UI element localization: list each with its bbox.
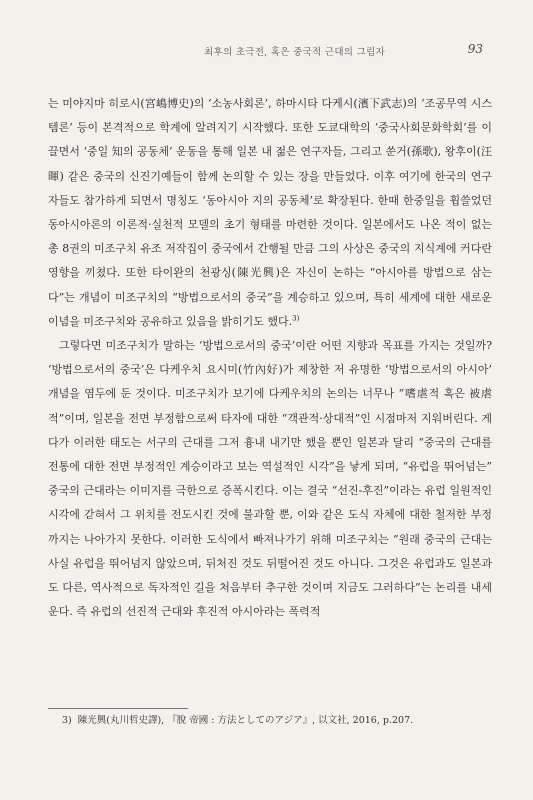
footnote-text: 陳光興(丸川哲史譯), 『脫 帝國 : 方法としてのアジア』, 以文社, 2016, p.207. [77, 715, 414, 726]
page-header [60, 44, 483, 64]
footnote-3 [62, 714, 492, 728]
paragraph-1-text: 는 미야지마 히로시(宮嶋博史)의 ‘소농사회론’, 하마시타 다케시(濱下武志)의 ‘조공무역 시스템론’ 등이 본격적으로 학계에 알려지기 시작했다. 또한 도쿄대학의 ‘중국사회문화학회’를 이끌면서 ‘중일 知의 공동체’ 운동을 통해 일본 내 젊은 연구자들, 그리고 쑨거(孫歌), 왕후이(汪暉) 같은 중국의 신진기예들이 함께 논의할 수 있는 장을 만들었다. 이후 여기에 한국의 연구자들도 참가하게 되면서 명칭도 ‘동아시아 지의 공동체’로 확장된다. 한때 한중일을 휩쓸었던 동아시아론의 이론적·실천적 모델의 초기 형태를 마련한 것이다. 일본에서도 나온 적이 없는 총 8권의 미조구치 유조 저작집이 중국에서 간행될 만큼 그의 사상은 중국의 지식계에 커다란 영향을 끼쳤다. 또한 타이완의 천광싱(陳光興)은 자신이 논하는 “아시아를 방법으로 삼는다”는 개념이 미조구치의 “방법으로서의 중국”을 계승하고 있으며, 특히 세계에 대한 새로운 이념을 미조구치와 공유하고 있음을 밝히기도 했다. [48, 97, 492, 328]
running-head: 최후의 초극전, 혹은 중국적 근대의 그림자 [204, 47, 386, 58]
page-number: 93 [467, 42, 483, 56]
paragraph-1 [48, 92, 492, 334]
paragraph-2 [48, 334, 492, 624]
paragraph-2-text: 그렇다면 미조구치가 말하는 ‘방법으로서의 중국’이란 어떤 지향과 목표를 가지는 것일까? ‘방법으로서의 중국’은 다케우치 요시미(竹內好)가 제창한 저 유명한 ‘방법으로서의 아시아’ 개념을 염두에 둔 것이다. 미조구치가 보기에 다케우치의 논의는 너무나 “嗜虐적 혹은 被虐적”이며, 일본을 전면 부정함으로써 타자에 대한 “객관적·상대적”인 시점마저 지워버린다. 게다가 이러한 태도는 서구의 근대를 그저 흉내 내기만 했을 뿐인 일본과 달리 “중국의 근대를 전통에 대한 전면 부정적인 계승이라고 보는 역설적인 시각”을 낳게 되며, “유럽을 뛰어넘는” 중국의 근대라는 이미지를 극한으로 증폭시킨다. 이는 결국 “선진-후진”이라는 유럽 일원적인 시각에 갇혀서 그 위치를 전도시킨 것에 불과할 뿐, 이와 같은 도식 자체에 대한 철저한 부정까지는 나아가지 못한다. 이러한 도식에서 빠져나가기 위해 미조구치는 “원래 중국의 근대는 사실 유럽을 뛰어넘지 않았으며, 뒤처진 것도 뒤떨어진 것도 아니다. 그것은 유럽과도 일본과도 다른, 역사적으로 독자적인 길을 처음부터 추구한 것이며 지금도 그러하다”는 논리를 내세운다. 즉 유럽의 선진적 근대와 후진적 아시아라는 폭력적 [48, 339, 492, 619]
footnote-divider [48, 708, 188, 709]
footnote-number: 3) [62, 715, 72, 726]
body-text [48, 92, 492, 624]
footnote-ref-3[interactable]: 3) [292, 314, 300, 323]
